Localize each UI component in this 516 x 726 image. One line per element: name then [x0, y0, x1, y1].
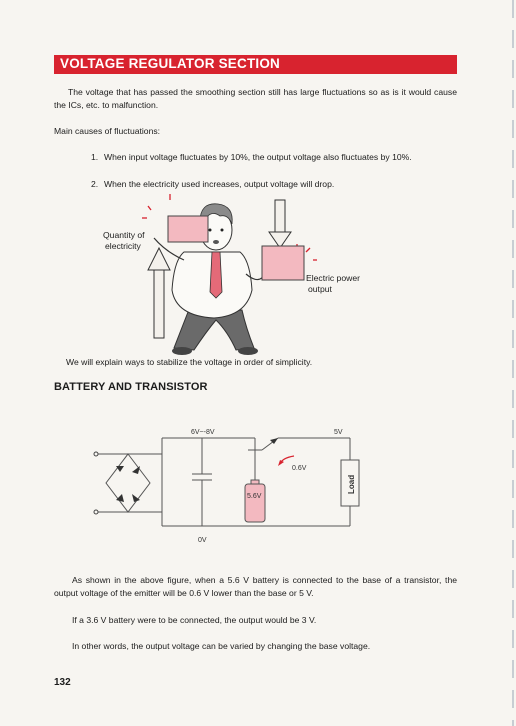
power-output-box	[262, 246, 304, 280]
output-label-line2: output	[308, 284, 332, 294]
explanation-paragraph-2: If a 3.6 V battery were to be connected, the output would be 3 V.	[72, 615, 317, 625]
cause-text: When the electricity used increases, output voltage will drop.	[104, 179, 335, 189]
section-title: VOLTAGE REGULATOR SECTION	[60, 56, 281, 71]
causes-heading: Main causes of fluctuations:	[54, 126, 161, 136]
output-label-line1: Electric power	[306, 273, 360, 283]
section-header-bar	[54, 55, 457, 74]
bridge-diodes	[116, 466, 140, 502]
output-voltage-label: 5V	[334, 429, 343, 436]
quantity-label-line2: electricity	[105, 241, 141, 251]
intro-paragraph: The voltage that has passed the smoothing section still has large fluctuations so as is it would cause the ICs, etc. to malfunction.	[54, 87, 457, 110]
subheading: BATTERY AND TRANSISTOR	[54, 381, 208, 393]
cause-text: When input voltage fluctuates by 10%, the output voltage also fluctuates by 10%.	[104, 152, 412, 162]
load-label: Load	[347, 474, 356, 494]
input-voltage-label: 6V~-8V	[191, 429, 215, 436]
quantity-box	[168, 216, 208, 242]
up-arrow	[148, 248, 170, 338]
cause-number: 2.	[91, 179, 99, 189]
down-arrow	[269, 200, 291, 248]
cause-number: 1.	[91, 152, 99, 162]
quantity-label-line1: Quantity of	[103, 230, 145, 240]
be-drop-label: 0.6V	[292, 465, 307, 472]
explain-paragraph: We will explain ways to stabilize the voltage in order of simplicity.	[66, 357, 313, 367]
battery	[245, 480, 265, 522]
fluctuation-illustration	[96, 190, 386, 360]
ground-label: 0V	[198, 537, 207, 544]
battery-voltage-label: 5.6V	[247, 493, 262, 500]
explanation-paragraph-1: As shown in the above figure, when a 5.6 V battery is connected to the base of a transistor, the output voltage of the emitter will be 0.6 V lower than the base or 5 V.	[54, 575, 457, 598]
explanation-paragraph-3: In other words, the output voltage can be varied by changing the base voltage.	[72, 641, 371, 651]
regulator-circuit-diagram	[88, 422, 378, 552]
page-number: 132	[54, 677, 71, 688]
page-edge-mark	[512, 0, 514, 726]
